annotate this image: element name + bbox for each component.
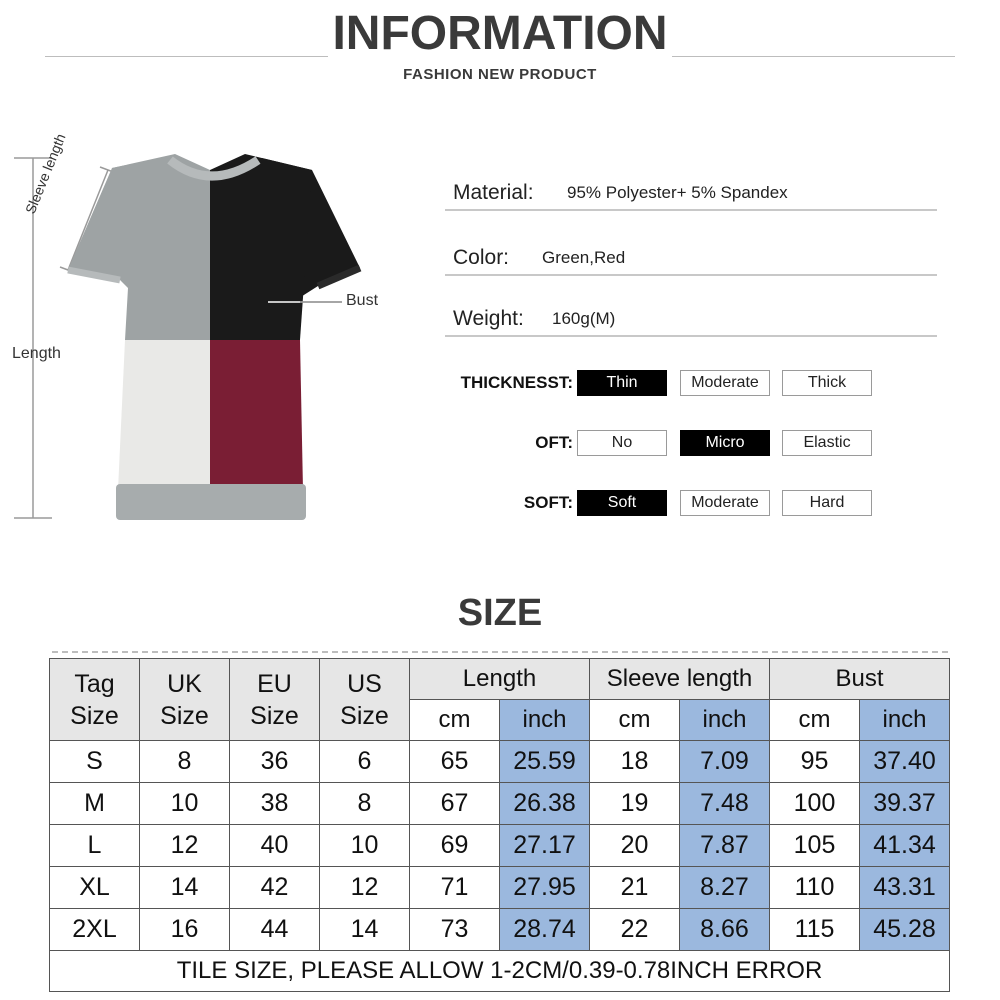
table-row xyxy=(50,825,950,867)
table-cell: 8.66 xyxy=(680,909,770,951)
header-length-cm: cm xyxy=(410,700,500,741)
size-table xyxy=(49,658,950,992)
color-row xyxy=(445,234,937,276)
table-cell: 95 xyxy=(770,741,860,783)
table-cell: 21 xyxy=(590,867,680,909)
table-cell: 2XL xyxy=(50,909,140,951)
table-cell: 67 xyxy=(410,783,500,825)
bust-label: Bust xyxy=(346,292,379,309)
material-key: Material: xyxy=(453,181,534,204)
table-cell: 8 xyxy=(140,741,230,783)
table-cell: 10 xyxy=(320,825,410,867)
thickness-option-thick: Thick xyxy=(782,370,872,396)
table-cell: 42 xyxy=(230,867,320,909)
sleeve-length-label: Sleeve length xyxy=(22,131,69,216)
page-title: INFORMATION xyxy=(0,6,1000,61)
shirt-diagram xyxy=(0,140,420,540)
table-cell: 14 xyxy=(140,867,230,909)
table-cell: 25.59 xyxy=(500,741,590,783)
table-cell: 69 xyxy=(410,825,500,867)
length-label: Length xyxy=(12,345,61,362)
table-cell: 20 xyxy=(590,825,680,867)
header-sleeve-length: Sleeve length xyxy=(590,659,770,700)
material-row xyxy=(445,169,937,211)
table-cell: 28.74 xyxy=(500,909,590,951)
header-sleeve-inch: inch xyxy=(680,700,770,741)
oft-option-micro: Micro xyxy=(680,430,770,456)
header-length-inch: inch xyxy=(500,700,590,741)
header-eu-size: EU Size xyxy=(230,659,320,741)
table-row xyxy=(50,741,950,783)
table-cell: 105 xyxy=(770,825,860,867)
page-subtitle: FASHION NEW PRODUCT xyxy=(403,66,597,83)
table-cell: M xyxy=(50,783,140,825)
thickness-label: THICKNESST: xyxy=(460,373,573,392)
table-cell: 110 xyxy=(770,867,860,909)
weight-row xyxy=(445,295,937,337)
table-cell: 65 xyxy=(410,741,500,783)
soft-label: SOFT: xyxy=(523,493,573,512)
thickness-option-thin: Thin xyxy=(577,370,667,396)
table-cell: 73 xyxy=(410,909,500,951)
header-us-size: US Size xyxy=(320,659,410,741)
table-cell: 12 xyxy=(140,825,230,867)
table-row xyxy=(50,867,950,909)
oft-option-no: No xyxy=(577,430,667,456)
table-cell: 7.48 xyxy=(680,783,770,825)
table-cell: 8 xyxy=(320,783,410,825)
table-cell: 16 xyxy=(140,909,230,951)
table-cell: 14 xyxy=(320,909,410,951)
table-cell: S xyxy=(50,741,140,783)
material-value: 95% Polyester+ 5% Spandex xyxy=(567,183,788,202)
weight-value: 160g(M) xyxy=(552,309,616,328)
size-title: SIZE xyxy=(457,592,543,634)
header-bust: Bust xyxy=(770,659,950,700)
table-cell: 43.31 xyxy=(860,867,950,909)
panel-burgundy xyxy=(210,340,303,490)
panel-gray xyxy=(112,154,210,340)
table-row xyxy=(50,909,950,951)
table-cell: 44 xyxy=(230,909,320,951)
table-cell: 45.28 xyxy=(860,909,950,951)
table-row xyxy=(50,783,950,825)
table-cell: 22 xyxy=(590,909,680,951)
table-cell: 8.27 xyxy=(680,867,770,909)
table-cell: L xyxy=(50,825,140,867)
header-sleeve-cm: cm xyxy=(590,700,680,741)
table-cell: 100 xyxy=(770,783,860,825)
weight-key: Weight: xyxy=(453,307,524,330)
color-key: Color: xyxy=(453,246,510,269)
header-length: Length xyxy=(410,659,590,700)
panel-black xyxy=(210,154,312,340)
header-bust-cm: cm xyxy=(770,700,860,741)
panel-white xyxy=(118,340,210,490)
table-cell: 39.37 xyxy=(860,783,950,825)
table-cell: 6 xyxy=(320,741,410,783)
size-divider xyxy=(52,651,948,653)
header-uk-size: UK Size xyxy=(140,659,230,741)
soft-option-moderate: Moderate xyxy=(680,490,770,516)
table-cell: 18 xyxy=(590,741,680,783)
table-cell: 19 xyxy=(590,783,680,825)
table-cell: XL xyxy=(50,867,140,909)
hem-band xyxy=(116,484,306,520)
table-cell: 26.38 xyxy=(500,783,590,825)
table-cell: 37.40 xyxy=(860,741,950,783)
table-cell: 12 xyxy=(320,867,410,909)
table-cell: 71 xyxy=(410,867,500,909)
table-cell: 36 xyxy=(230,741,320,783)
table-cell: 10 xyxy=(140,783,230,825)
oft-label: OFT: xyxy=(535,433,573,452)
table-cell: 27.17 xyxy=(500,825,590,867)
thickness-option-moderate: Moderate xyxy=(680,370,770,396)
table-cell: 7.87 xyxy=(680,825,770,867)
table-cell: 7.09 xyxy=(680,741,770,783)
soft-option-soft: Soft xyxy=(577,490,667,516)
table-cell: 115 xyxy=(770,909,860,951)
oft-option-elastic: Elastic xyxy=(782,430,872,456)
table-cell: 38 xyxy=(230,783,320,825)
table-cell: 40 xyxy=(230,825,320,867)
color-value: Green,Red xyxy=(542,248,626,267)
header-tag-size: Tag Size xyxy=(50,659,140,741)
table-cell: 27.95 xyxy=(500,867,590,909)
header-bust-inch: inch xyxy=(860,700,950,741)
table-cell: 41.34 xyxy=(860,825,950,867)
size-note: TILE SIZE, PLEASE ALLOW 1-2CM/0.39-0.78INCH ERROR xyxy=(50,951,950,992)
soft-option-hard: Hard xyxy=(782,490,872,516)
